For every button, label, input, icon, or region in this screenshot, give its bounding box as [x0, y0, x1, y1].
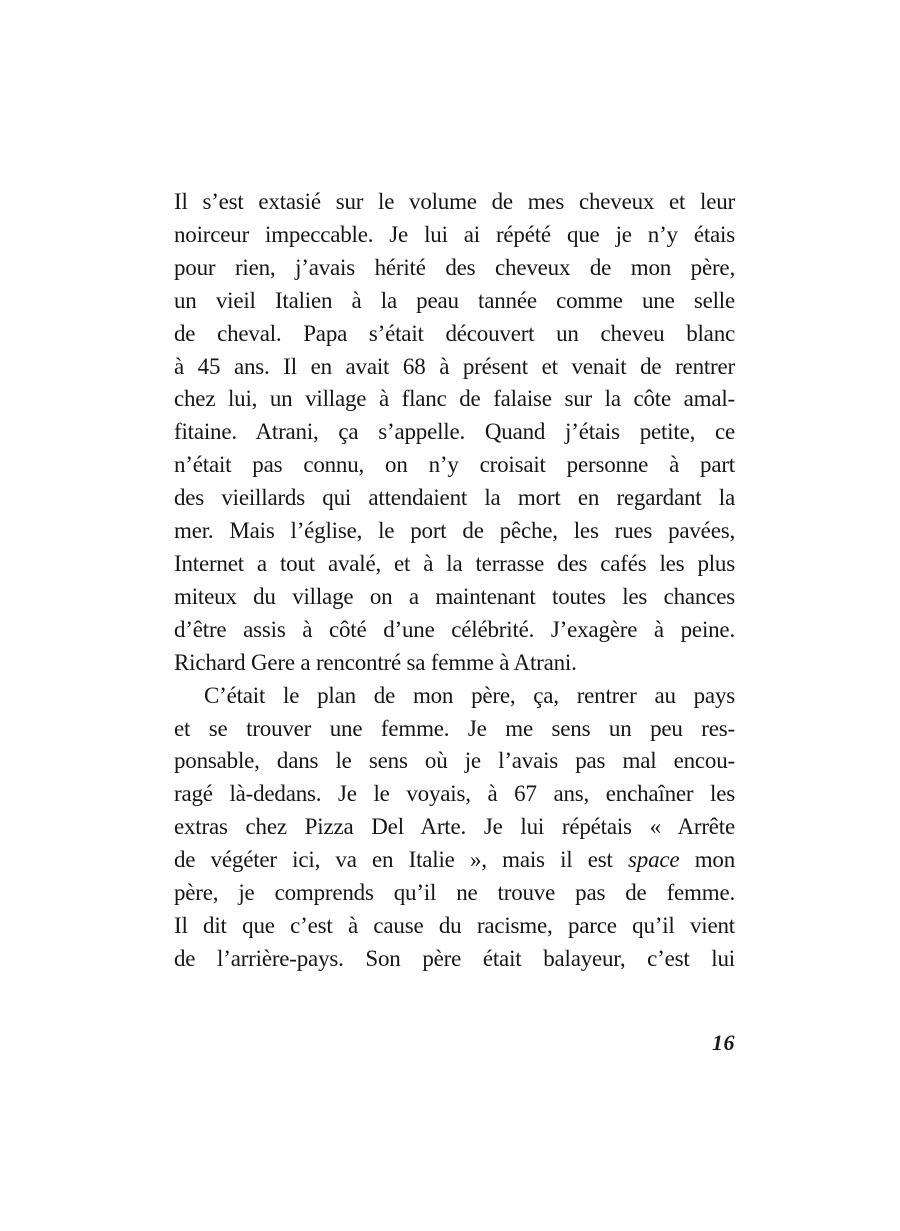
- text-segment: de végéter ici, va en Italie », mais il est: [174, 847, 629, 873]
- text-line: [174, 318, 735, 351]
- text-segment: pour rien, j’avais hérité des cheveux de mon père,: [174, 254, 735, 280]
- text-line: [174, 581, 735, 614]
- text-line: [174, 877, 735, 910]
- text-line: [174, 548, 735, 581]
- text-line: [174, 219, 735, 252]
- text-line: [174, 844, 735, 877]
- text-segment: n’était pas connu, on n’y croisait personne à part: [174, 452, 735, 478]
- text-line: [174, 943, 735, 976]
- text-segment: et se trouver une femme. Je me sens un peu res-: [174, 715, 735, 741]
- text-line: [174, 383, 735, 416]
- italic-text: space: [628, 847, 680, 873]
- text-line: [174, 647, 735, 680]
- text-line: [174, 186, 735, 219]
- text-line: [174, 680, 735, 713]
- text-segment: de cheval. Papa s’était découvert un cheveu blanc: [174, 320, 735, 346]
- text-segment: fitaine. Atrani, ça s’appelle. Quand j’étais petite, ce: [174, 419, 735, 445]
- text-segment: noirceur impeccable. Je lui ai répété que je n’y étais: [174, 221, 735, 247]
- text-segment: C’était le plan de mon père, ça, rentrer au pays: [204, 682, 735, 708]
- text-line: [174, 482, 735, 515]
- text-segment: d’être assis à côté d’une célébrité. J’exagère à peine.: [174, 616, 735, 642]
- text-line: [174, 713, 735, 746]
- text-segment: mer. Mais l’église, le port de pêche, les rues pavées,: [174, 518, 735, 544]
- text-line: [174, 614, 735, 647]
- text-line: [174, 778, 735, 811]
- text-line: [174, 449, 735, 482]
- text-segment: Il s’est extasié sur le volume de mes cheveux et leur: [174, 189, 735, 214]
- text-line: [174, 515, 735, 548]
- text-segment: un vieil Italien à la peau tannée comme une selle: [174, 287, 735, 313]
- page-number: 16: [712, 1030, 735, 1055]
- text-line: [174, 351, 735, 384]
- text-segment: miteux du village on a maintenant toutes les chances: [174, 583, 735, 609]
- text-segment: père, je comprends qu’il ne trouve pas de femme.: [174, 880, 735, 906]
- text-line: [174, 252, 735, 285]
- text-segment: ragé là-dedans. Je le voyais, à 67 ans, enchaîner les: [174, 781, 735, 807]
- text-segment: Internet a tout avalé, et à la terrasse des cafés les plus: [174, 550, 735, 576]
- text-segment: Il dit que c’est à cause du racisme, parce qu’il vient: [174, 912, 735, 938]
- text-segment: Richard Gere a rencontré sa femme à Atrani.: [174, 649, 577, 675]
- text-line: [174, 811, 735, 844]
- text-segment: mon: [679, 847, 735, 873]
- text-segment: à 45 ans. Il en avait 68 à présent et venait de rentrer: [174, 353, 735, 379]
- text-segment: ponsable, dans le sens où je l’avais pas mal encou-: [174, 748, 735, 774]
- text-segment: extras chez Pizza Del Arte. Je lui répétais « Arrête: [174, 814, 735, 840]
- text-segment: des vieillards qui attendaient la mort en regardant la: [174, 485, 735, 511]
- text-line: [174, 910, 735, 943]
- text-line: [174, 285, 735, 318]
- text-segment: de l’arrière-pays. Son père était balayeur, c’est lui: [174, 945, 735, 971]
- text-line: [174, 745, 735, 778]
- text-segment: chez lui, un village à flanc de falaise sur la côte amal-: [174, 386, 735, 412]
- text-block: [174, 186, 735, 976]
- text-line: [174, 416, 735, 449]
